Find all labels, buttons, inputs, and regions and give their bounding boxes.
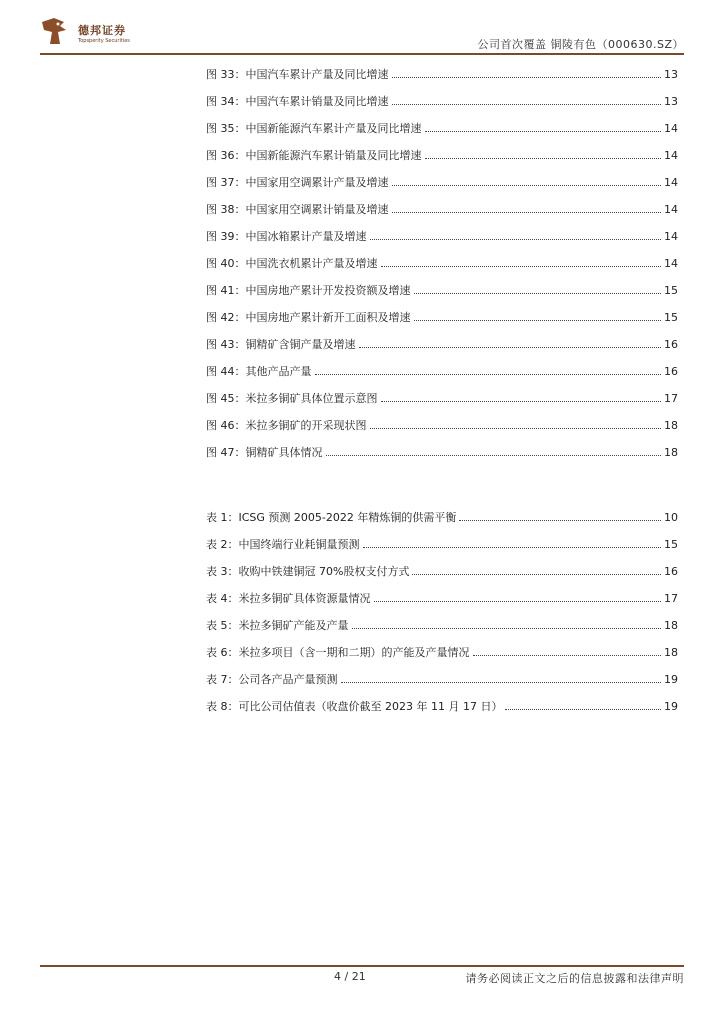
toc-entry-page: 14 (664, 149, 678, 162)
toc-entry-table[interactable] (206, 509, 678, 525)
toc-entry-page: 18 (664, 646, 678, 659)
toc-leader-dots (315, 363, 662, 375)
report-header-title: 公司首次覆盖 铜陵有色（000630.SZ） (477, 38, 684, 51)
toc-entry-title: 表 2：中国终端行业耗铜量预测 (206, 538, 360, 551)
toc-entry-figure[interactable] (206, 309, 678, 325)
toc-entry-title: 图 43：铜精矿含铜产量及增速 (206, 338, 356, 351)
toc-entry-title: 图 46：米拉多铜矿的开采现状图 (206, 419, 367, 432)
toc-leader-dots (381, 390, 662, 402)
toc-entry-page: 14 (664, 230, 678, 243)
toc-entry-figure[interactable] (206, 228, 678, 244)
toc-leader-dots (392, 93, 662, 105)
toc-entry-page: 19 (664, 700, 678, 713)
toc-entry-page: 15 (664, 284, 678, 297)
toc-entry-page: 15 (664, 311, 678, 324)
toc-entry-table[interactable] (206, 563, 678, 579)
toc-entry-page: 16 (664, 365, 678, 378)
toc-entry-title: 表 1：ICSG 预测 2005-2022 年精炼铜的供需平衡 (206, 511, 457, 524)
toc-leader-dots (414, 309, 662, 321)
toc-entry-page: 14 (664, 257, 678, 270)
toc-leader-dots (414, 282, 662, 294)
toc-leader-dots (381, 255, 662, 267)
toc-entry-title: 图 39：中国冰箱累计产量及增速 (206, 230, 367, 243)
toc-entry-page: 19 (664, 673, 678, 686)
toc-entry-figure[interactable] (206, 444, 678, 460)
header-divider (40, 53, 684, 55)
toc-entry-title: 图 47：铜精矿具体情况 (206, 446, 323, 459)
toc-leader-dots (341, 671, 662, 683)
toc-entry-table[interactable] (206, 590, 678, 606)
toc-entry-title: 图 45：米拉多铜矿具体位置示意图 (206, 392, 378, 405)
toc-leader-dots (425, 147, 662, 159)
toc-leader-dots (473, 644, 662, 656)
toc-entry-title: 图 38：中国家用空调累计销量及增速 (206, 203, 389, 216)
toc-entry-table[interactable] (206, 644, 678, 660)
toc-entry-title: 图 36：中国新能源汽车累计销量及同比增速 (206, 149, 422, 162)
toc-entry-page: 15 (664, 538, 678, 551)
toc-entry-title: 图 35：中国新能源汽车累计产量及同比增速 (206, 122, 422, 135)
toc-leader-dots (374, 590, 662, 602)
brand-logo (38, 16, 148, 52)
brand-logo-icon (38, 16, 70, 48)
footer-divider (40, 965, 684, 967)
brand-subtitle: Topsperity Securities (78, 38, 130, 44)
toc-entry-title: 图 40：中国洗衣机累计产量及增速 (206, 257, 378, 270)
toc-leader-dots (352, 617, 662, 629)
toc-entry-figure[interactable] (206, 174, 678, 190)
toc-entry-table[interactable] (206, 671, 678, 687)
toc-entry-figure[interactable] (206, 390, 678, 406)
toc-entry-title: 图 37：中国家用空调累计产量及增速 (206, 176, 389, 189)
toc-entry-page: 16 (664, 338, 678, 351)
toc-entry-page: 18 (664, 419, 678, 432)
toc-entry-title: 表 6：米拉多项目（含一期和二期）的产能及产量情况 (206, 646, 470, 659)
page-number: 4 / 21 (334, 970, 366, 983)
toc-leader-dots (370, 417, 662, 429)
toc-entry-figure[interactable] (206, 255, 678, 271)
toc-leader-dots (363, 536, 662, 548)
toc-entry-page: 14 (664, 176, 678, 189)
toc-entry-figure[interactable] (206, 147, 678, 163)
toc-entry-title: 图 34：中国汽车累计销量及同比增速 (206, 95, 389, 108)
toc-entry-page: 18 (664, 446, 678, 459)
toc-entry-figure[interactable] (206, 66, 678, 82)
toc-leader-dots (425, 120, 662, 132)
legal-disclaimer: 请务必阅读正文之后的信息披露和法律声明 (465, 972, 684, 985)
toc-entry-page: 16 (664, 565, 678, 578)
toc-entry-figure[interactable] (206, 336, 678, 352)
toc-entry-page: 10 (664, 511, 678, 524)
toc-entry-title: 表 7：公司各产品产量预测 (206, 673, 338, 686)
toc-entry-title: 图 33：中国汽车累计产量及同比增速 (206, 68, 389, 81)
toc-entry-page: 13 (664, 95, 678, 108)
toc-leader-dots (505, 698, 661, 710)
toc-leader-dots (392, 66, 662, 78)
toc-entry-table[interactable] (206, 617, 678, 633)
toc-leader-dots (412, 563, 661, 575)
toc-entry-page: 14 (664, 203, 678, 216)
toc-entry-page: 18 (664, 619, 678, 632)
toc-entry-page: 17 (664, 592, 678, 605)
toc-entry-page: 14 (664, 122, 678, 135)
toc-entry-page: 13 (664, 68, 678, 81)
toc-entry-title: 图 44：其他产品产量 (206, 365, 312, 378)
toc-entry-table[interactable] (206, 536, 678, 552)
toc-entry-figure[interactable] (206, 417, 678, 433)
toc-entry-title: 表 4：米拉多铜矿具体资源量情况 (206, 592, 371, 605)
toc-leader-dots (459, 509, 661, 521)
toc-entry-page: 17 (664, 392, 678, 405)
toc-leader-dots (370, 228, 662, 240)
toc-entry-figure[interactable] (206, 282, 678, 298)
toc-leader-dots (392, 201, 662, 213)
toc-leader-dots (326, 444, 662, 456)
toc-entry-table[interactable] (206, 698, 678, 714)
toc-leader-dots (392, 174, 662, 186)
toc-entry-figure[interactable] (206, 201, 678, 217)
toc-entry-title: 表 5：米拉多铜矿产能及产量 (206, 619, 349, 632)
brand-name: 德邦证券 (78, 24, 126, 37)
toc-entry-figure[interactable] (206, 120, 678, 136)
toc-entry-title: 图 41：中国房地产累计开发投资额及增速 (206, 284, 411, 297)
toc-entry-title: 图 42：中国房地产累计新开工面积及增速 (206, 311, 411, 324)
toc-leader-dots (359, 336, 662, 348)
toc-entry-title: 表 8：可比公司估值表（收盘价截至 2023 年 11 月 17 日） (206, 700, 503, 713)
toc-entry-figure[interactable] (206, 363, 678, 379)
toc-entry-title: 表 3：收购中铁建铜冠 70%股权支付方式 (206, 565, 410, 578)
toc-entry-figure[interactable] (206, 93, 678, 109)
